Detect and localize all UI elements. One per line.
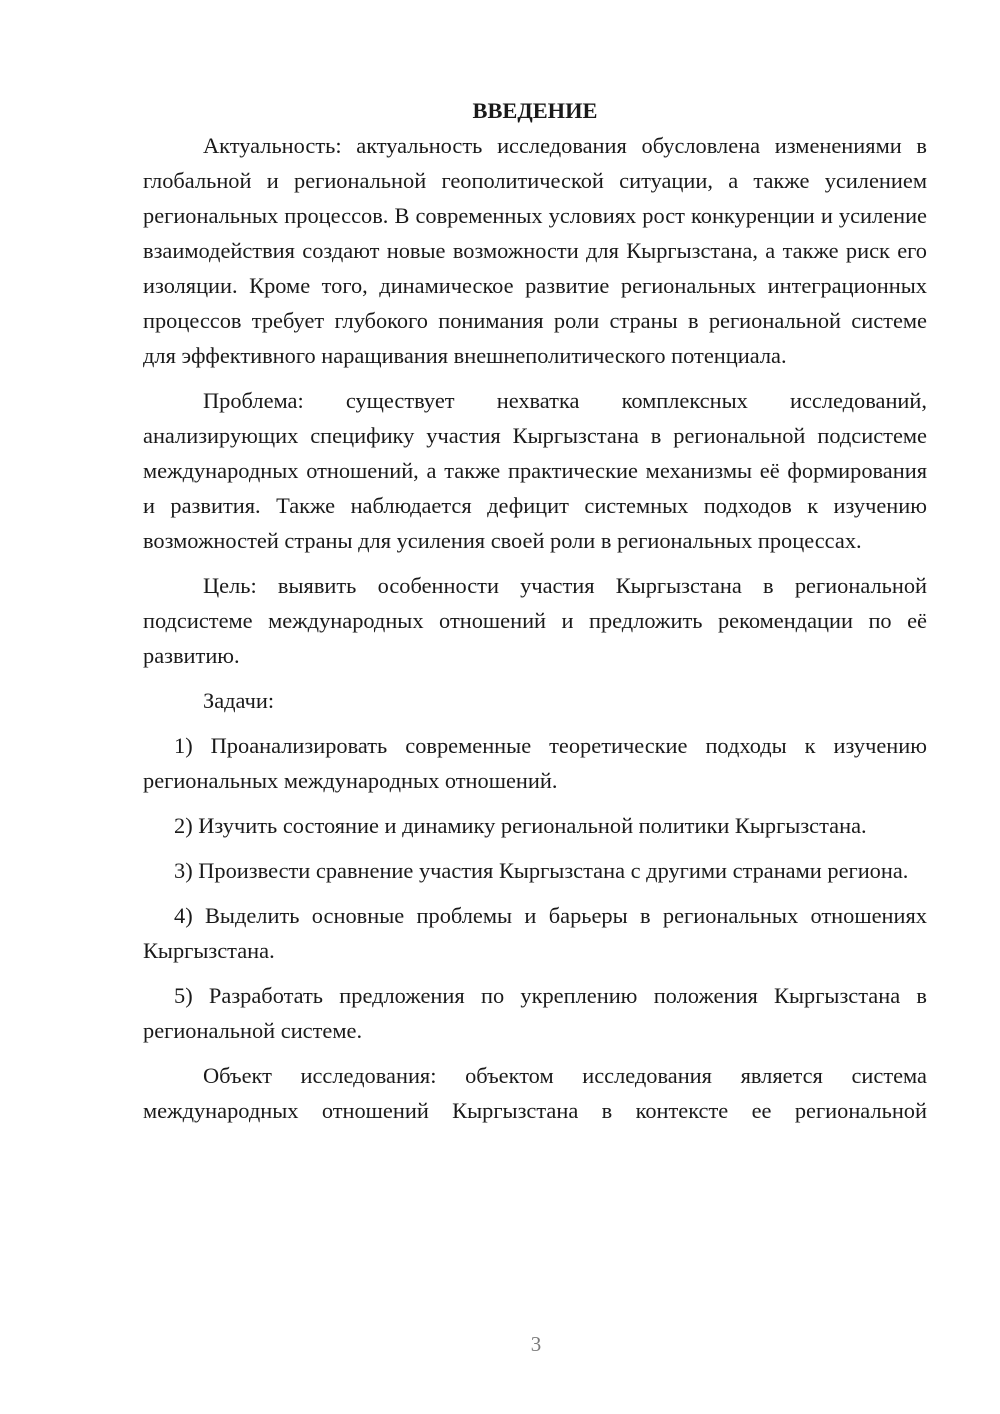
tasks-label: Задачи: [203, 688, 275, 713]
task-item-5: 5) Разработать предложения по укреплению положения Кыргызстана в региональной системе. [143, 983, 927, 1043]
document-body [143, 93, 927, 1128]
page-number: 3 [530, 1332, 542, 1356]
task-item-1: 1) Проанализировать современные теоретические подходы к изучению региональных международных отношений. [143, 733, 927, 793]
paragraph-object: Объект исследования: объектом исследования является система международных отношений Кыргызстана в контексте ее региональной [143, 1063, 927, 1123]
section-heading: ВВЕДЕНИЕ [472, 98, 598, 123]
paragraph-relevance: Актуальность: актуальность исследования обусловлена изменениями в глобальной и региональной геополитической ситуации, а также усилением региональных процессов. В современных условиях рост конкуренции и усиление взаимодействия создают новые возможности для Кыргызстана, а также риск его изоляции. Кроме того, динамическое развитие региональных интеграционных процессов требует глубокого понимания роли страны в региональной системе для эффективного наращивания внешнеполитического потенциала. [143, 133, 927, 368]
task-item-2: 2) Изучить состояние и динамику региональной политики Кыргызстана. [174, 813, 867, 838]
paragraph-problem: Проблема: существует нехватка комплексных исследований, анализирующих специфику участия Кыргызстана в региональной подсистеме международных отношений, а также практические механизмы её формирования и развития. Также наблюдается дефицит системных подходов к изучению возможностей страны для усиления своей роли в региональных процессах. [143, 388, 927, 553]
paragraph-goal: Цель: выявить особенности участия Кыргызстана в региональной подсистеме международных отношений и предложить рекомендации по её развитию. [143, 573, 927, 668]
task-item-3: 3) Произвести сравнение участия Кыргызстана с другими странами региона. [174, 858, 909, 883]
task-item-4: 4) Выделить основные проблемы и барьеры в региональных отношениях Кыргызстана. [143, 903, 927, 963]
